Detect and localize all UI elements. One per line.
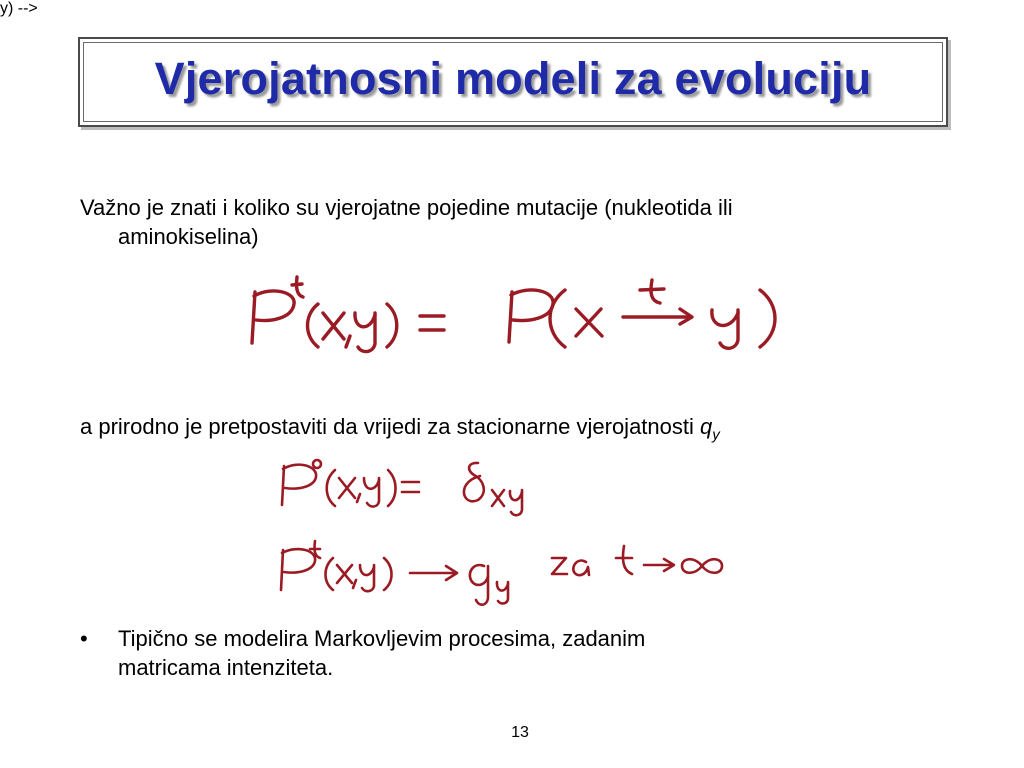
- paragraph-line-2: aminokiselina): [118, 224, 259, 249]
- paragraph-stationary-text: a prirodno je pretpostaviti da vrijedi za stacionarne vjerojatnosti: [80, 414, 700, 439]
- variable-q-subscript: y: [712, 426, 720, 444]
- page-number: 13: [511, 724, 529, 741]
- bullet-icon: •: [80, 626, 88, 651]
- variable-q-letter: q: [700, 414, 713, 439]
- paragraph-line-1: Važno je znati i koliko su vjerojatne pojedine mutacije (nukleotida ili: [80, 195, 733, 220]
- bullet-item: [80, 624, 900, 682]
- bullet-line-1: Tipično se modelira Markovljevim procesima, zadanim: [118, 626, 646, 651]
- bullet-line-2: matricama intenziteta.: [118, 655, 334, 680]
- slide-title: Vjerojatnosni modeli za evoluciju: [154, 53, 872, 104]
